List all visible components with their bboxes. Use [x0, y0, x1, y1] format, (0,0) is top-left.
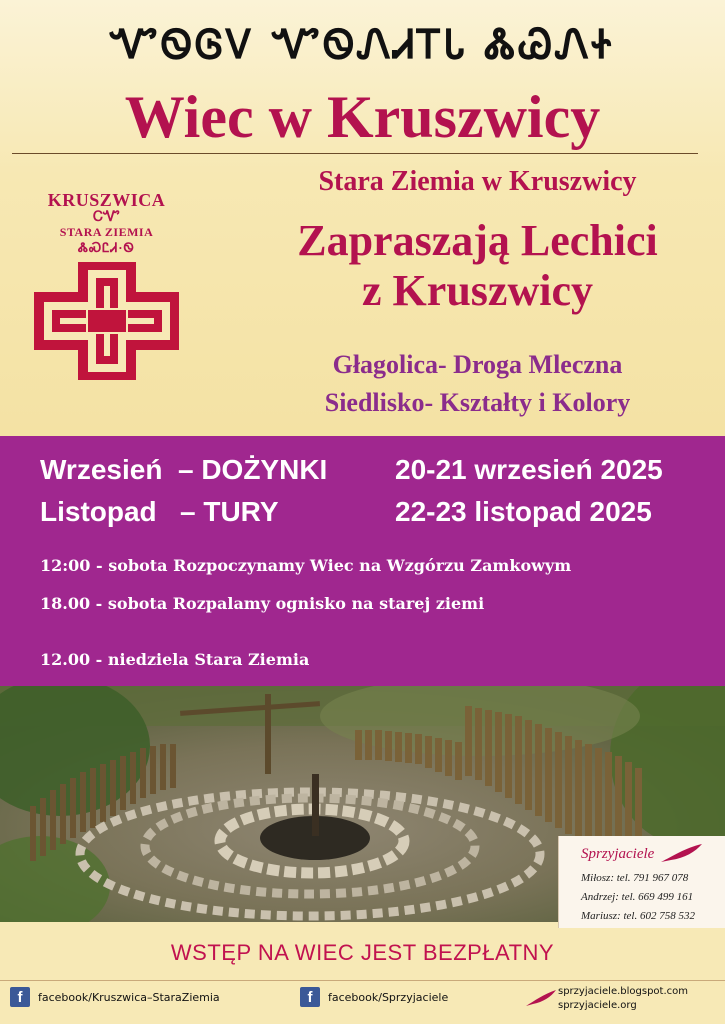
contact-line: Mariusz: tel. 602 758 532 [581, 910, 695, 922]
logo-glyph-line: ᏟᏉ [93, 210, 120, 225]
website-links [558, 985, 718, 1013]
topics [230, 346, 725, 422]
website-link-blog[interactable]: sprzyjaciele.blogspot.com [558, 986, 689, 997]
free-entry-notice: WSTĘP NA WIEC JEST BEZPŁATNY [170, 940, 555, 965]
facebook-icon: f [10, 987, 30, 1007]
contact-line: Miłosz: tel. 791 967 078 [581, 872, 689, 884]
logo-label-stara-ziemia: STARA ZIEMIA [59, 225, 154, 239]
event-name: Listopad – TURY [40, 496, 279, 527]
feather-icon [659, 842, 704, 864]
event-date: 22-23 listopad 2025 [395, 496, 652, 527]
event-row [40, 496, 720, 536]
schedule-item: 12.00 - niedziela Stara Ziemia [40, 650, 310, 669]
topic-1: Głagolica- Droga Mleczna [332, 350, 623, 379]
invitation-heading [230, 216, 725, 316]
event-row [40, 454, 720, 494]
facebook-link-label: facebook/Sprzyjaciele [328, 990, 449, 1004]
kruszwica-logo-text [34, 190, 179, 256]
feather-icon [524, 988, 558, 1008]
title-divider [12, 153, 698, 154]
schedule-item: 18.00 - sobota Rozpalamy ognisko na starej ziemi [40, 594, 485, 613]
contact-line: Andrzej: tel. 669 499 161 [581, 891, 694, 903]
friends-title: Sprzyjaciele [581, 846, 655, 862]
friends-contact-box [558, 836, 725, 928]
schedule-item: 12:00 - sobota Rozpoczynamy Wiec na Wzgórzu Zamkowym [40, 556, 572, 575]
topic-2: Siedlisko- Kształty i Kolory [324, 388, 631, 417]
glyph-title: ᏉᏫᎶᏙ ᏉᏫᏁᏗᎢᏓ ᏜᏊᏁᏐ [110, 22, 615, 68]
website-link-org[interactable]: sprzyjaciele.org [558, 1000, 637, 1011]
facebook-link-sprzyjaciele[interactable] [300, 986, 448, 1008]
facebook-link-kruszwica[interactable] [10, 986, 220, 1008]
subtitle: Stara Ziemia w Kruszwicy [318, 166, 637, 197]
invitation-line-2: z Kruszwicy [362, 266, 593, 315]
event-date: 20-21 wrzesień 2025 [395, 454, 663, 485]
logo-label-kruszwica: KRUSZWICA [47, 190, 166, 210]
main-title: Wiec w Kruszwicy [124, 84, 601, 150]
invitation-line-1: Zapraszają Lechici [297, 216, 658, 265]
event-name: Wrzesień – DOŻYNKI [40, 454, 328, 485]
footer-divider [0, 980, 725, 981]
facebook-link-label: facebook/Kruszwica–StaraZiemia [38, 990, 220, 1004]
facebook-icon: f [300, 987, 320, 1007]
cross-logo-icon [34, 262, 179, 380]
logo-glyph-line-2: ᏜᏍᏝᏗ·Ꮻ [78, 240, 135, 255]
